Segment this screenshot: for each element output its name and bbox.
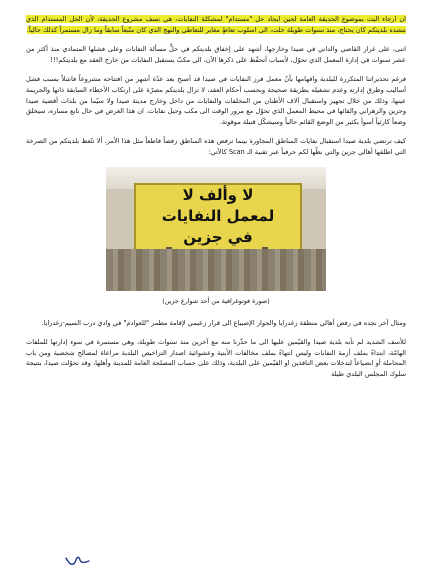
protest-sign — [134, 183, 302, 253]
paragraph-intro — [26, 14, 406, 35]
highlighted-text: ان ارجاء البت بموضوع الحديقة العامة لحين ايجاد حل "مستدام" لمشكلة النفايات، هي نسف مشروع الحديقة، لأن الحل المستدام الذي تنشده بلديتكم كان يحتاج، منذ سنوات طويلة خلت، الى اسلوب تعاطٍ مغاير للتعاطي والنهج الذي كان متّبعاً سابقاً وما زال مستمراً كذلك حالياً. — [26, 15, 406, 34]
paragraph-neighbors: كيف ترتضي بلدية صيدا استقبال نفايات المناطق المجاورة بينما ترفض هذه المناطق رفضاً قاطعاً مثل هذا الأمر. ألا تتّعظ بلديتكم من الصرخة التي اطلقها أهالي جزين والتي نظّها لكم حرفياً عبر تقنية الـ Scan كالآتي: — [26, 137, 406, 156]
paragraph-mismanagement: للأسف الشديد لم تأبه بلدية صيدا والقيّمين عليها الى ما حذّرنا منه مع آخرين منذ سنوات طويلة، وهي مستمرة في سوء إدارتها للملفات الهامّة، ابتداءً بملف أزمة النفايات وليس انتهاءً بملف مخالفات الأبنية وعشوائية اصدار التراخيص البلدية مراعاة لمصالح شخصية ومن باب المجاملة أو انصياعاً لتدخلات بعض النافذين او القيّمين على البلدية، وذلك على حساب المصلحة العامة للمدينة وأهلها، وقد تحوّلت صيدا، بنتيجة سلوك المجلس البلدي طيلة — [26, 338, 406, 378]
paragraph-example: ومثال آخر نجده في رفض أهالي منطقة زغدرايا والجوار الإصبياع الى قرار زعيمي لإقامة مطمر "للعوادم" في وادي درب السيم-زغدرايا. — [41, 318, 406, 327]
sign-line-2: لمعمل النفايات — [161, 206, 275, 225]
signature-mark — [64, 552, 92, 566]
sign-line-1: لا وألف لا — [182, 185, 254, 204]
paragraph-warnings: فرغم تحذيراتنا المتكررة للبلدية وافهامها بأنّ معمل فرز النفايات في صيدا قد أصبح بعد عدّة أشهر من افتتاحه مشروعاً فاشلاً بسبب فشل أساليب وطرق إدارته وعدم تشغيله بطريقة صحيحة وبحسب أحكام العقد، لا تزال بلديتكم مصرّة على ارتكاب الأخطاء السابقة ذاتها والجريمة عينها، وذلك من خلال تجهيز واستقبال آلاف الأطنان من المخلفات والنفايات من داخل وخارج مدينة صيدا ولا سيّما من بلدات أقضية صيدا وجزين والزهراني والقائها في محيط المعمل الذي تحوّل مع مرور الوقت الى مكب وجبل نفايات. ان هذا الغرض في حال تابع مساره، سيخلق وضعاً كارثياً أسوأ بكثير من الوضع القائم حالياً وسيشكّل قنبلة موقوتة. — [26, 75, 406, 126]
paragraph-failure: اننى، على غرار القاصي والداني في صيدا وخارجها، أشهد على إخفاق بلديتكم في حلٍّ مسألة النفايات وعلى فشلها المتمادي منذ أكثر من عشر سنوات في إدارة المعمل الذي تحوّل، لأسباب أتحفّظ على ذكرها الآن، الى مكبّ يستقبل النفايات من خارج العقد مع بلديتكم!!! — [26, 45, 406, 64]
photo-caption: (صورة فوتوغرافية من أحد شوارع جزين) — [162, 296, 270, 305]
street-sign-photo — [106, 167, 326, 291]
photo-wall — [106, 249, 326, 291]
sign-line-3: في جزين — [183, 227, 253, 246]
